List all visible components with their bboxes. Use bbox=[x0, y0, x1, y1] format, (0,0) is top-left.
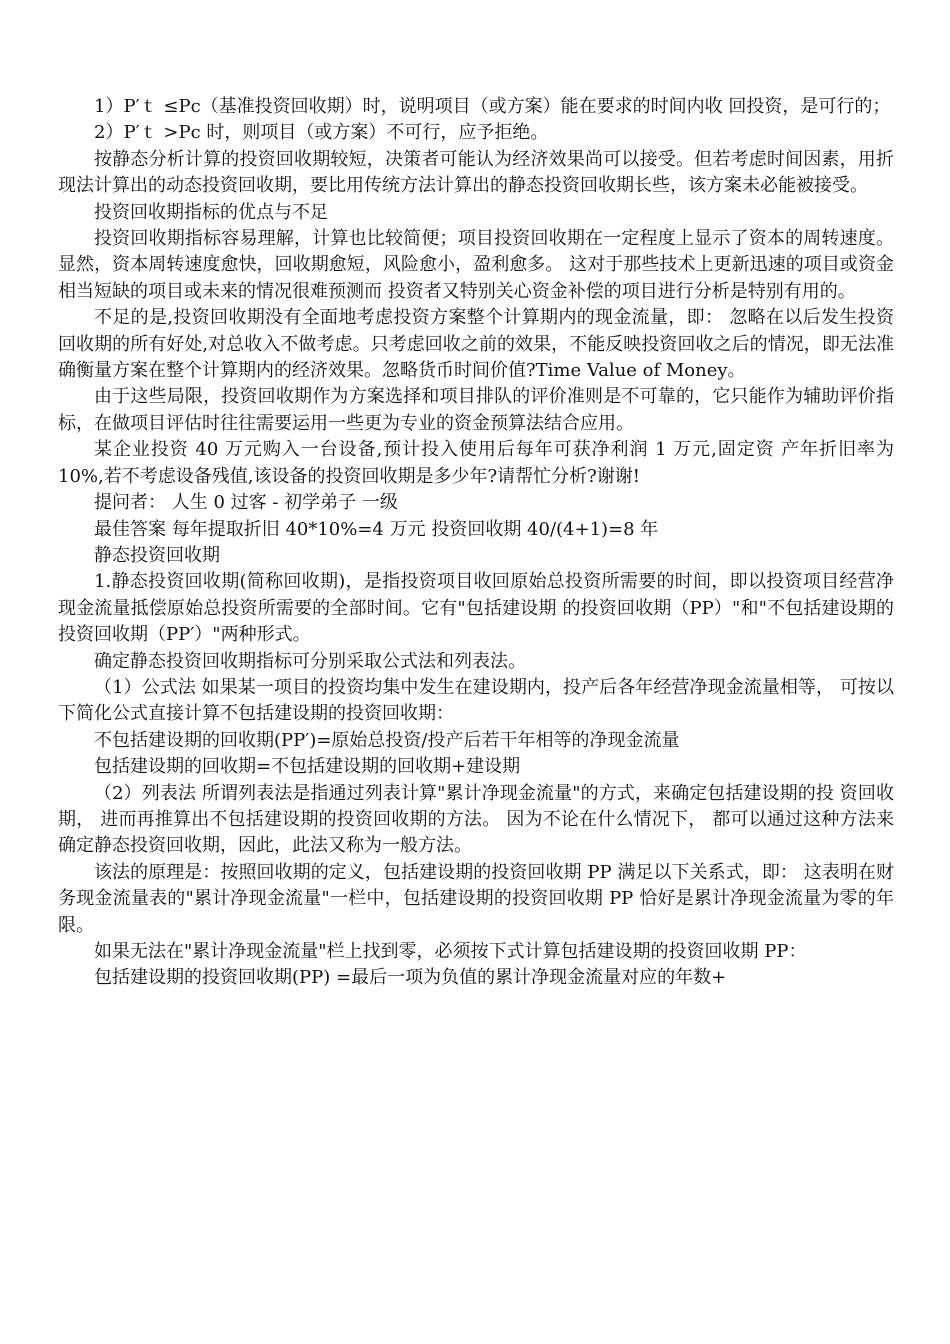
paragraph-best-answer: 最佳答案 每年提取折旧 40*10%=4 万元 投资回收期 40/(4+1)=8 年 bbox=[94, 518, 659, 540]
formula-excluding-construction: 不包括建设期的回收期(PP′)=原始总投资/投产后若干年相等的净现金流量 bbox=[94, 729, 680, 751]
paragraph-no-zero: 如果无法在"累计净现金流量"栏上找到零，必须按下式计算包括建设期的投资回收期 PP： bbox=[94, 941, 807, 962]
paragraph-criterion-feasible: 1）P′ｔ ≤Pc（基准投资回收期）时，说明项目（或方案）能在要求的时间内收 回投资，是可行的； bbox=[94, 96, 891, 117]
paragraph-definition: 1.静态投资回收期(简称回收期)，是指投资项目收回原始总投资所需要的时间，即以投资项目经营净现金流量抵偿原始总投资所需要的全部时间。它有"包括建设期 的投资回收期（PP）"和"不包括建设期的投资回收期（PP′）"两种形式。 bbox=[58, 571, 894, 646]
formula-including-construction: 包括建设期的回收期=不包括建设期的回收期+建设期 bbox=[94, 756, 521, 778]
paragraph-principle: 该法的原理是：按照回收期的定义，包括建设期的投资回收期 PP 满足以下关系式，即： 这表明在财务现金流量表的"累计净现金流量"一栏中，包括建设期的投资回收期 PP 恰好是累计净现金流量为零的年限。 bbox=[58, 861, 894, 936]
formula-pp-calculation: 包括建设期的投资回收期(PP) =最后一项为负值的累计净现金流量对应的年数+ bbox=[94, 967, 727, 989]
section-heading-pros-cons: 投资回收期指标的优点与不足 bbox=[94, 201, 328, 223]
paragraph-methods: 确定静态投资回收期指标可分别采取公式法和列表法。 bbox=[94, 650, 526, 672]
document-page bbox=[58, 94, 894, 992]
section-heading-static-payback: 静态投资回收期 bbox=[94, 544, 220, 566]
paragraph-advantages: 投资回收期指标容易理解，计算也比较简便；项目投资回收期在一定程度上显示了资本的周转速度。显然，资本周转速度愈快，回收期愈短，风险愈小，盈利愈多。 这对于那些技术上更新迅速的项目或资金相当短缺的项目或未来的情况很难预测而 投资者又特别关心资金补偿的项目进行分析是特别有用的。 bbox=[58, 228, 894, 302]
paragraph-formula-method: （1）公式法 如果某一项目的投资均集中发生在建设期内，投产后各年经营净现金流量相等， 可按以下简化公式直接计算不包括建设期的投资回收期： bbox=[58, 676, 894, 725]
paragraph-asker: 提问者： 人生 0 过客 - 初学弟子 一级 bbox=[94, 492, 398, 514]
paragraph-question: 某企业投资 40 万元购入一台设备,预计投入使用后每年可获净利润 1 万元,固定资 产年折旧率为 10%,若不考虑设备残值,该设备的投资回收期是多少年?请帮忙分析?谢谢! bbox=[58, 439, 894, 487]
paragraph-limitations: 由于这些局限，投资回收期作为方案选择和项目排队的评价准则是不可靠的，它只能作为辅助评价指标，在做项目评估时往往需要运用一些更为专业的资金预算法结合应用。 bbox=[58, 386, 894, 434]
paragraph-criterion-reject: 2）P′ｔ >Pc 时，则项目（或方案）不可行，应予拒绝。 bbox=[94, 122, 549, 144]
paragraph-static-vs-dynamic: 按静态分析计算的投资回收期较短，决策者可能认为经济效果尚可以接受。但若考虑时间因素，用折现法计算出的动态投资回收期，要比用传统方法计算出的静态投资回收期长些，该方案未必能被接受。 bbox=[58, 148, 894, 197]
paragraph-table-method: （2）列表法 所谓列表法是指通过列表计算"累计净现金流量"的方式，来确定包括建设期的投 资回收期， 进而再推算出不包括建设期的投资回收期的方法。 因为不论在什么情况下， 都可以通过这种方法来确定静态投资回收期，因此，此法又称为一般方法。 bbox=[58, 782, 894, 857]
paragraph-disadvantages: 不足的是,投资回收期没有全面地考虑投资方案整个计算期内的现金流量，即： 忽略在以后发生投资回收期的所有好处,对总收入不做考虑。只考虑回收之前的效果，不能反映投资回收之后的情况，即无法准确衡量方案在整个计算期内的经济效果。忽略货币时间价值?Time Value of Money。 bbox=[58, 307, 894, 382]
